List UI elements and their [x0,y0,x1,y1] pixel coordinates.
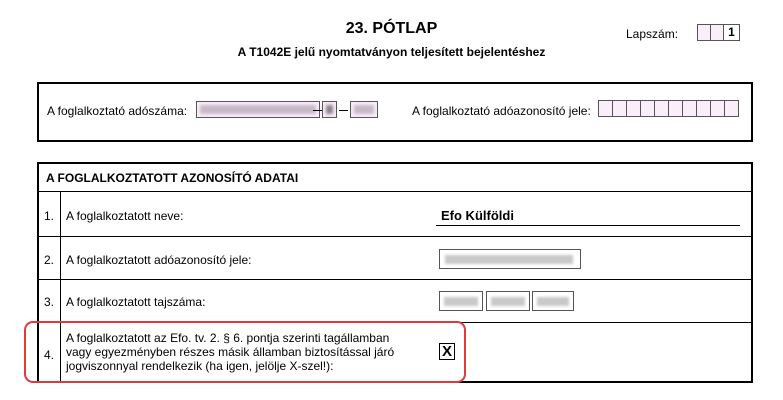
employer-tax-number-field[interactable] [196,101,320,118]
sheet-number-value[interactable]: 1 [723,24,740,41]
section-title: A FOGLALKOZTATOTT AZONOSÍTÓ ADATAI [37,162,753,192]
employer-tax-number-label: A foglalkoztató adószáma: [47,104,188,118]
employee-name-underline [436,225,740,226]
foreign-insurance-checkbox[interactable]: X [439,343,455,360]
employee-tax-id-field[interactable] [439,249,581,269]
row-number: 1. [43,209,54,223]
sheet-number-label: Lapszám: [626,27,679,41]
employee-taj-label: A foglalkoztatott tajszáma: [66,295,206,309]
highlight-annotation [24,321,466,383]
page-title: 23. PÓTLAP [345,20,438,37]
foreign-insurance-question: A foglalkoztatott az Efo. tv. 2. § 6. pontja szerinti tagállamban vagy egyezményben részes másik államban biztosítással járó jogviszonnyal rendelkezik (ha igen, jelölje X-szel!): [66,331,395,373]
employer-tax-vat-code-field[interactable] [322,101,337,118]
sheet-number-cell[interactable] [710,24,724,41]
sheet-number-cell[interactable] [697,24,711,41]
employee-name-label: A foglalkoztatott neve: [66,209,184,223]
row-number: 3. [43,295,54,309]
row-number: 4. [43,348,54,362]
employee-tax-id-label: A foglalkoztatott adóazonosító jele: [66,253,252,267]
row-number: 2. [43,253,54,267]
page-subtitle: A T1042E jelű nyomtatványon teljesített bejelentéshez [237,45,546,59]
employer-tax-id-label: A foglalkoztató adóazonosító jele: [412,104,591,118]
employee-name-value[interactable]: Efo Külföldi [441,208,514,223]
employer-tax-county-code-field[interactable] [350,101,378,118]
